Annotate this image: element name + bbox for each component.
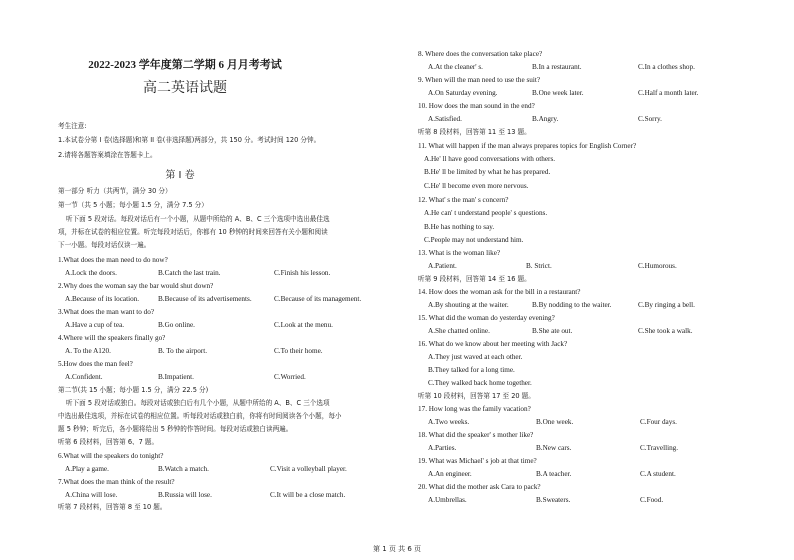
question-text: 20. What did the mother ask Cara to pack? bbox=[418, 483, 541, 491]
option-b: B.By nodding to the waiter. bbox=[532, 301, 612, 309]
listen-note: 听第 10 段材料，回答第 17 至 20 题。 bbox=[418, 392, 535, 400]
option-b: B.He' ll be limited by what he has prepared. bbox=[424, 168, 551, 176]
exam-title: 2022-2023 学年度第二学期 6 月月考考试 bbox=[88, 59, 282, 71]
option-c: C.She took a walk. bbox=[638, 327, 693, 335]
option-c: C.Sorry. bbox=[638, 115, 662, 123]
note-item: 1.本试卷分第 I 卷(选择题)和第 II 卷(非选择题)两部分，共 150 分。考试时间 120 分钟。 bbox=[58, 136, 321, 144]
option-a: A.He' ll have good conversations with others. bbox=[424, 155, 556, 163]
option-b: B. To the airport. bbox=[158, 347, 208, 355]
part1-heading: 第一部分 听力（共两节，满分 30 分） bbox=[58, 187, 172, 195]
option-a: A.Lock the doors. bbox=[65, 269, 117, 277]
option-b: B.A teacher. bbox=[536, 470, 572, 478]
listen-note: 听第 9 段材料，回答第 14 至 16 题。 bbox=[418, 275, 531, 283]
exam-subtitle: 高二英语试题 bbox=[143, 80, 227, 96]
option-a: A.They just waved at each other. bbox=[428, 353, 523, 361]
option-a: A.At the cleaner' s. bbox=[428, 63, 483, 71]
section1-heading: 第一节（共 5 小题；每小题 1.5 分，满分 7.5 分） bbox=[58, 201, 208, 209]
option-a: A.Two weeks. bbox=[428, 418, 470, 426]
option-b: B.She ate out. bbox=[532, 327, 573, 335]
option-c: C.Visit a volleyball player. bbox=[270, 465, 347, 473]
question-text: 6.What will the speakers do tonight? bbox=[58, 452, 164, 460]
option-b: B.He has nothing to say. bbox=[424, 223, 495, 231]
option-a: A.Parties. bbox=[428, 444, 457, 452]
option-a: A.China will lose. bbox=[65, 491, 118, 499]
question-text: 14. How does the woman ask for the bill in a restaurant? bbox=[418, 288, 581, 296]
instruction-line: 项，并标在试卷的相应位置。听完每段对话后，你都有 10 秒钟的时间来回答有关小题和阅读 bbox=[58, 228, 328, 236]
option-a: A.She chatted online. bbox=[428, 327, 490, 335]
option-a: A. To the A120. bbox=[65, 347, 111, 355]
option-b: B.Sweaters. bbox=[536, 496, 571, 504]
option-c: C.A student. bbox=[640, 470, 676, 478]
instruction-line: 中选出最佳选项，并标在试卷的相应位置。听每段对话或独白前，你将有时间阅读各个小题，每小 bbox=[58, 412, 342, 420]
option-b: B.New cars. bbox=[536, 444, 572, 452]
section2-heading: 第二节(共 15 小题；每小题 1.5 分，满分 22.5 分) bbox=[58, 386, 209, 394]
option-b: B.They talked for a long time. bbox=[428, 366, 515, 374]
option-b: B.Russia will lose. bbox=[158, 491, 212, 499]
instruction-line: 听下面 5 段对话或独白。每段对话或独白后有几个小题，从题中所给的 A、B、C 三个选项 bbox=[66, 399, 330, 407]
option-b: B.Go online. bbox=[158, 321, 195, 329]
option-b: B.One week later. bbox=[532, 89, 584, 97]
option-b: B.Impatient. bbox=[158, 373, 194, 381]
option-b: B.One week. bbox=[536, 418, 574, 426]
option-c: C.They walked back home together. bbox=[428, 379, 532, 387]
question-text: 2.Why does the woman say the bar would shut down? bbox=[58, 282, 214, 290]
question-text: 12. What' s the man' s concern? bbox=[418, 196, 509, 204]
option-a: A.Patient. bbox=[428, 262, 457, 270]
instruction-line: 下一小题。每段对话仅读一遍。 bbox=[58, 241, 151, 249]
option-a: A.Umbrellas. bbox=[428, 496, 467, 504]
option-c: C.Travelling. bbox=[640, 444, 679, 452]
question-text: 4.Where will the speakers finally go? bbox=[58, 334, 166, 342]
listen-note: 听第 6 段材料，回答第 6、7 题。 bbox=[58, 438, 159, 446]
option-b: B. Strict. bbox=[526, 262, 552, 270]
option-c: C.Finish his lesson. bbox=[274, 269, 331, 277]
option-b: B.Watch a match. bbox=[158, 465, 209, 473]
question-text: 3.What does the man want to do? bbox=[58, 308, 155, 316]
option-b: B.Because of its advertisements. bbox=[158, 295, 252, 303]
question-text: 5.How does the man feel? bbox=[58, 360, 133, 368]
option-a: A.Satisfied. bbox=[428, 115, 462, 123]
option-b: B.In a restaurant. bbox=[532, 63, 582, 71]
question-text: 10. How does the man sound in the end? bbox=[418, 102, 535, 110]
instruction-line: 听下面 5 段对话。每段对话后有一个小题，从题中所给的 A、B、C 三个选项中选出最佳选 bbox=[66, 215, 330, 223]
question-text: 8. Where does the conversation take place? bbox=[418, 50, 543, 58]
note-item: 2.请将各题答案填涂在答题卡上。 bbox=[58, 151, 157, 159]
question-text: 1.What does the man need to do now? bbox=[58, 256, 168, 264]
option-c: C.He' ll become even more nervous. bbox=[424, 182, 529, 190]
volume-heading: 第 I 卷 bbox=[165, 170, 195, 181]
question-text: 7.What does the man think of the result? bbox=[58, 478, 175, 486]
option-c: C.People may not understand him. bbox=[424, 236, 524, 244]
option-c: C.By ringing a bell. bbox=[638, 301, 695, 309]
question-text: 13. What is the woman like? bbox=[418, 249, 501, 257]
option-b: B.Catch the last train. bbox=[158, 269, 221, 277]
question-text: 16. What do we know about her meeting with Jack? bbox=[418, 340, 568, 348]
question-text: 15. What did the woman do yesterday evening? bbox=[418, 314, 555, 322]
question-text: 18. What did the speaker' s mother like? bbox=[418, 431, 534, 439]
option-c: C.Half a month later. bbox=[638, 89, 699, 97]
option-a: A.Play a game. bbox=[65, 465, 109, 473]
listen-note: 听第 7 段材料，回答第 8 至 10 题。 bbox=[58, 503, 167, 511]
option-c: C.Because of its management. bbox=[274, 295, 362, 303]
option-c: C.It will be a close match. bbox=[270, 491, 346, 499]
listen-note: 听第 8 段材料，回答第 11 至 13 题。 bbox=[418, 128, 531, 136]
option-c: C.Four days. bbox=[640, 418, 677, 426]
option-c: C.Food. bbox=[640, 496, 664, 504]
question-text: 17. How long was the family vacation? bbox=[418, 405, 531, 413]
question-text: 9. When will the man need to use the suit? bbox=[418, 76, 541, 84]
notes-heading: 考生注意: bbox=[58, 122, 87, 130]
option-c: C.In a clothes shop. bbox=[638, 63, 695, 71]
option-a: A.On Saturday evening. bbox=[428, 89, 498, 97]
option-a: A.An engineer. bbox=[428, 470, 472, 478]
option-c: C.Humorous. bbox=[638, 262, 677, 270]
option-a: A.Because of its location. bbox=[65, 295, 140, 303]
option-a: A.By shouting at the waiter. bbox=[428, 301, 509, 309]
option-c: C.To their home. bbox=[274, 347, 323, 355]
option-a: A.Have a cup of tea. bbox=[65, 321, 125, 329]
option-c: C.Worried. bbox=[274, 373, 306, 381]
instruction-line: 题 5 秒钟；听完后，各小题将给出 5 秒钟的作答时间。每段对话或独白读两遍。 bbox=[58, 425, 293, 433]
option-a: A.He can' t understand people' s questions. bbox=[424, 209, 548, 217]
option-c: C.Look at the menu. bbox=[274, 321, 333, 329]
question-text: 19. What was Michael' s job at that time? bbox=[418, 457, 537, 465]
question-text: 11. What will happen if the man always prepares topics for English Corner? bbox=[418, 142, 637, 150]
option-b: B.Angry. bbox=[532, 115, 559, 123]
option-a: A.Confident. bbox=[65, 373, 103, 381]
page-footer: 第 1 页 共 6 页 bbox=[372, 545, 422, 553]
